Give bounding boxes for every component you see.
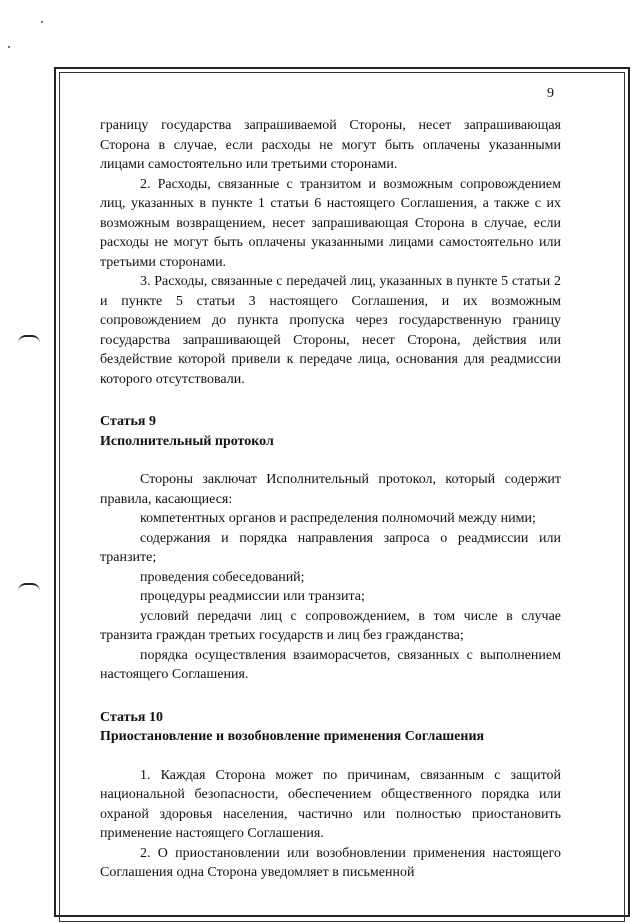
punch-hole-mark [18,335,40,343]
paragraph: 2. Расходы, связанные с транзитом и возможным сопровождением лиц, указанных в пункте 1 статьи 6 настоящего Соглашения, а также с их возможным возвращением, несет запрашивающая Сторона в случае, если расходы не могут быть оплачены указанными лицами самостоятельно или третьими сторонами. [100,176,561,270]
paragraph: 2. О приостановлении или возобновлении применения настоящего Соглашения одна Сторона уведомляет в письменной [100,845,561,880]
paragraph: 1. Каждая Сторона может по причинам, связанным с защитой национальной безопасности, обеспечением общественного порядка или охраной здоровья населения, частично или полностью приостановить применение настоящего Соглашения. [100,767,561,841]
paragraph: границу государства запрашиваемой Стороны, несет запрашивающая Сторона в случае, если расходы не могут быть оплачены указанными лицами самостоятельно или третьими сторонами. [100,118,561,172]
list-item: порядка осуществления взаиморасчетов, связанных с выполнением настоящего Соглашения. [100,647,561,682]
scan-speck [41,21,43,23]
page-number: 9 [547,86,554,101]
list-item: компетентных органов и распределения полномочий между ними; [140,511,536,526]
paragraph: Стороны заключат Исполнительный протокол, который содержит правила, касающиеся: [100,472,561,507]
scan-speck [8,46,10,48]
article-number: Статья 10 [100,709,163,725]
list-item: проведения собеседований; [140,569,305,585]
punch-hole-mark [18,583,40,591]
list-item: процедуры реадмиссии или транзита; [140,589,365,604]
list-item: условий передачи лиц с сопровождением, в том числе в случае транзита граждан третьих государств и лиц без гражданства; [100,608,561,643]
paragraph: 3. Расходы, связанные с передачей лиц, указанных в пункте 5 статьи 2 и пункте 5 статьи 3 настоящего Соглашения, и их возможным сопровождением до пункта пропуска через государственную границу государства запрашивающей Стороны, несет Сторона, действия или бездействие которой привели к передаче лица, основания для реадмиссии которого отсутствовали. [100,274,561,387]
article-title: Приостановление и возобновление применения Соглашения [100,729,485,744]
article-number: Статья 9 [100,414,156,429]
list-item: содержания и порядка направления запроса о реадмиссии или транзите; [100,530,561,565]
article-title: Исполнительный протокол [100,433,274,449]
document-body [100,116,561,883]
